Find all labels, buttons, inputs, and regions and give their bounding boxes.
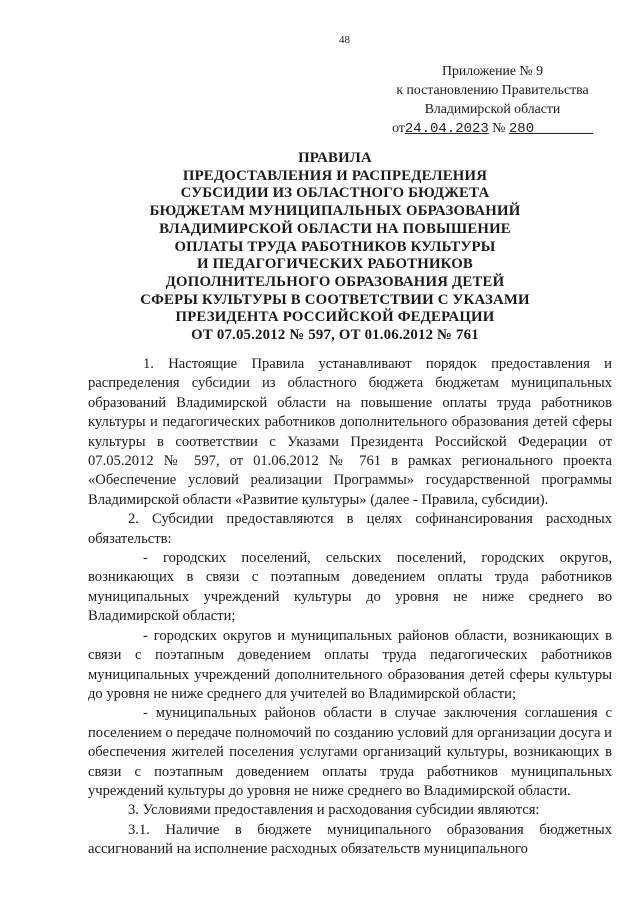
paragraph-3-1: 3.1. Наличие в бюджете муниципального образования бюджетных ассигнований на исполнение расходных обязательств муниципального <box>88 821 612 858</box>
appendix-block <box>380 61 605 139</box>
title-line: ПРЕДОСТАВЛЕНИЯ И РАСПРЕДЕЛЕНИЯ <box>182 167 488 184</box>
page-number: 48 <box>339 34 350 46</box>
title-line: ВЛАДИМИРСКОЙ ОБЛАСТИ НА ПОВЫШЕНИЕ <box>159 220 511 237</box>
title-line: ДОПОЛНИТЕЛЬНОГО ОБРАЗОВАНИЯ ДЕТЕЙ <box>165 273 505 290</box>
paragraph-2-item-3: - муниципальных районов области в случае заключения соглашения с поселением о передаче полномочий по созданию условий для организации досуга и обеспечения жителей поселения услугами организаций культуры, возникающих в связи с поэтапным доведением оплаты труда работников муниципальных учреждений культуры до уровня не ниже среднего во Владимирской области. <box>88 705 612 799</box>
title-line: БЮДЖЕТАМ МУНИЦИПАЛЬНЫХ ОБРАЗОВАНИЙ <box>149 203 521 220</box>
appendix-date-line <box>380 118 605 139</box>
paragraph-2-item-2: - городских округов и муниципальных районов области, возникающих в связи с поэтапным доведением оплаты труда педагогических работников муниципальных учреждений дополнительного образования детей сферы культуры до уровня не ниже среднего для учителей во Владимирской области; <box>88 627 612 702</box>
title-line: ОПЛАТЫ ТРУДА РАБОТНИКОВ КУЛЬТУРЫ <box>174 238 496 255</box>
title-line: СУБСИДИИ ИЗ ОБЛАСТНОГО БЮДЖЕТА <box>180 185 490 202</box>
appendix-date: 24.04.2023 <box>404 121 489 137</box>
document-title <box>120 150 550 345</box>
title-line: ПРАВИЛА <box>298 150 372 166</box>
date-prefix: от <box>392 120 405 135</box>
appendix-number: 280 <box>508 121 535 137</box>
paragraph-2: 2. Субсидии предоставляются в целях софинансирования расходных обязательств: <box>88 511 612 547</box>
paragraph-3: 3. Условиями предоставления и расходования субсидии являются: <box>128 802 540 819</box>
paragraph-2-item-1: - городских поселений, сельских поселений, городских округов, возникающих в связи с поэтапным доведением оплаты труда работников муниципальных учреждений культуры до уровня не ниже среднего во Владимирской области; <box>88 550 612 625</box>
title-line: И ПЕДАГОГИЧЕСКИХ РАБОТНИКОВ <box>196 256 474 273</box>
document-body <box>88 355 612 860</box>
number-prefix: № <box>492 120 506 135</box>
title-line: ОТ 07.05.2012 № 597, ОТ 01.06.2012 № 761 <box>191 327 479 344</box>
paragraph-1: 1. Настоящие Правила устанавливают порядок предоставления и распределения субсидии из областного бюджета бюджетам муниципальных образований Владимирской области на повышение оплаты труда работников культуры и педагогических работников дополнительного образования детей сферы культуры в соответствии с Указами Президента Российской Федерации от 07.05.2012 № 597, от 01.06.2012 № 761 в рамках регионального проекта «Обеспечение условий реализации Программы» государственной программы Владимирской области «Развитие культуры» (далее - Правила, субсидии). <box>88 356 612 508</box>
appendix-resolution: к постановлению Правительства <box>396 82 589 97</box>
appendix-region: Владимирской области <box>424 101 561 116</box>
title-line: СФЕРЫ КУЛЬТУРЫ В СООТВЕТСТВИИ С УКАЗАМИ <box>140 291 530 308</box>
appendix-title: Приложение № 9 <box>441 63 543 78</box>
title-line: ПРЕЗИДЕНТА РОССИЙСКОЙ ФЕДЕРАЦИИ <box>175 309 495 326</box>
